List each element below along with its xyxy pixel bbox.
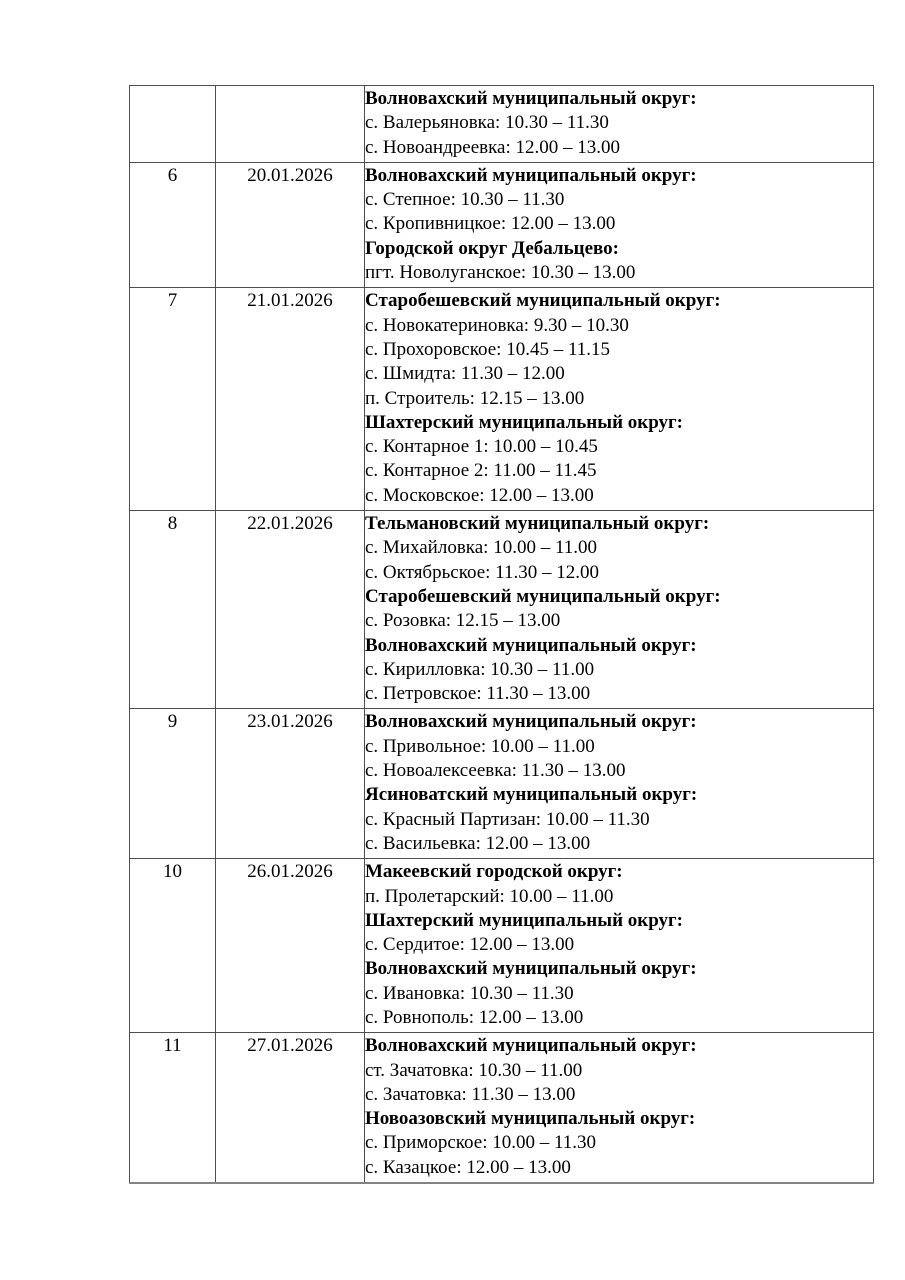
schedule-row: [130, 162, 874, 287]
district-header-line: Волновахский муниципальный округ:: [365, 88, 697, 109]
row-date-cell: 27.01.2026: [216, 1033, 365, 1183]
row-date-cell: 23.01.2026: [216, 709, 365, 859]
location-time-line: с. Прохоровское: 10.45 – 11.15: [365, 338, 611, 360]
schedule-table-body: [130, 86, 874, 1184]
location-time-line: с. Ровнополь: 12.00 – 13.00: [365, 1006, 584, 1028]
location-time-line: п. Строитель: 12.15 – 13.00: [365, 387, 585, 409]
location-time-line: пгт. Новолуганское: 10.30 – 13.00: [365, 262, 636, 284]
row-locations-cell: [365, 86, 874, 163]
district-header-line: Старобешевский муниципальный округ:: [365, 290, 721, 312]
location-time-line: ст. Зачатовка: 10.30 – 11.00: [365, 1059, 583, 1081]
schedule-row: [130, 859, 874, 1033]
row-date-cell: 20.01.2026: [216, 162, 365, 287]
row-locations-cell: [365, 709, 874, 859]
location-time-line: с. Зачатовка: 11.30 – 13.00: [365, 1083, 576, 1105]
row-number-cell: 7: [130, 288, 216, 511]
schedule-row: [130, 709, 874, 859]
row-locations-cell: [365, 1033, 874, 1183]
row-number-cell: [130, 86, 216, 163]
location-time-line: с. Михайловка: 10.00 – 11.00: [365, 537, 597, 559]
row-locations-cell: [365, 162, 874, 287]
location-time-line: с. Розовка: 12.15 – 13.00: [365, 610, 561, 632]
row-date-cell: [216, 86, 365, 163]
schedule-row: [130, 86, 874, 163]
district-header-line: Волновахский муниципальный округ:: [365, 1035, 697, 1057]
row-locations-cell: [365, 511, 874, 709]
row-number-cell: 8: [130, 511, 216, 709]
location-time-line: с. Новоандреевка: 12.00 – 13.00: [365, 136, 621, 158]
location-time-line: с. Новоалексеевка: 11.30 – 13.00: [365, 760, 626, 782]
district-header-line: Старобешевский муниципальный округ:: [365, 585, 721, 607]
schedule-row: [130, 1033, 874, 1183]
location-time-line: с. Сердитое: 12.00 – 13.00: [365, 934, 575, 956]
location-time-line: с. Васильевка: 12.00 – 13.00: [365, 832, 591, 854]
row-locations-cell: [365, 859, 874, 1033]
location-time-line: с. Кропивницкое: 12.00 – 13.00: [365, 213, 616, 235]
district-header-line: Шахтерский муниципальный округ:: [365, 411, 683, 433]
location-time-line: с. Октябрьское: 11.30 – 12.00: [365, 561, 599, 583]
location-time-line: п. Пролетарский: 10.00 – 11.00: [365, 885, 614, 907]
location-time-line: с. Валерьяновка: 10.30 – 11.30: [365, 112, 609, 134]
district-header-line: Волновахский муниципальный округ:: [365, 711, 697, 733]
row-locations-cell: [365, 288, 874, 511]
schedule-table: [129, 85, 874, 1184]
district-header-line: Шахтерский муниципальный округ:: [365, 909, 683, 931]
district-header-line: Новоазовский муниципальный округ:: [365, 1108, 696, 1130]
location-time-line: с. Красный Партизан: 10.00 – 11.30: [365, 808, 650, 830]
location-time-line: с. Новокатериновка: 9.30 – 10.30: [365, 314, 629, 336]
district-header-line: Городской округ Дебальцево:: [365, 237, 619, 259]
district-header-line: Ясиноватский муниципальный округ:: [365, 784, 698, 806]
district-header-line: Макеевский городской округ:: [365, 861, 623, 883]
location-time-line: с. Казацкое: 12.00 – 13.00: [365, 1156, 571, 1178]
location-time-line: с. Контарное 1: 10.00 – 10.45: [365, 436, 598, 458]
location-time-line: с. Московское: 12.00 – 13.00: [365, 484, 594, 506]
district-header-line: Волновахский муниципальный округ:: [365, 634, 697, 656]
district-header-line: Волновахский муниципальный округ:: [365, 164, 697, 186]
location-time-line: с. Ивановка: 10.30 – 11.30: [365, 982, 574, 1004]
row-number-cell: 11: [130, 1033, 216, 1183]
location-time-line: с. Степное: 10.30 – 11.30: [365, 189, 565, 211]
row-date-cell: 22.01.2026: [216, 511, 365, 709]
row-date-cell: 26.01.2026: [216, 859, 365, 1033]
schedule-row: [130, 288, 874, 511]
row-date-cell: 21.01.2026: [216, 288, 365, 511]
row-number-cell: 10: [130, 859, 216, 1033]
location-time-line: с. Приморское: 10.00 – 11.30: [365, 1132, 597, 1154]
location-time-line: с. Шмидта: 11.30 – 12.00: [365, 363, 565, 385]
row-number-cell: 6: [130, 162, 216, 287]
location-time-line: с. Кирилловка: 10.30 – 11.00: [365, 658, 595, 680]
location-time-line: с. Контарное 2: 11.00 – 11.45: [365, 460, 597, 482]
location-time-line: с. Привольное: 10.00 – 11.00: [365, 735, 595, 757]
schedule-row: [130, 511, 874, 709]
district-header-line: Тельмановский муниципальный округ:: [365, 513, 710, 535]
location-time-line: с. Петровское: 11.30 – 13.00: [365, 683, 591, 705]
district-header-line: Волновахский муниципальный округ:: [365, 958, 697, 980]
row-number-cell: 9: [130, 709, 216, 859]
